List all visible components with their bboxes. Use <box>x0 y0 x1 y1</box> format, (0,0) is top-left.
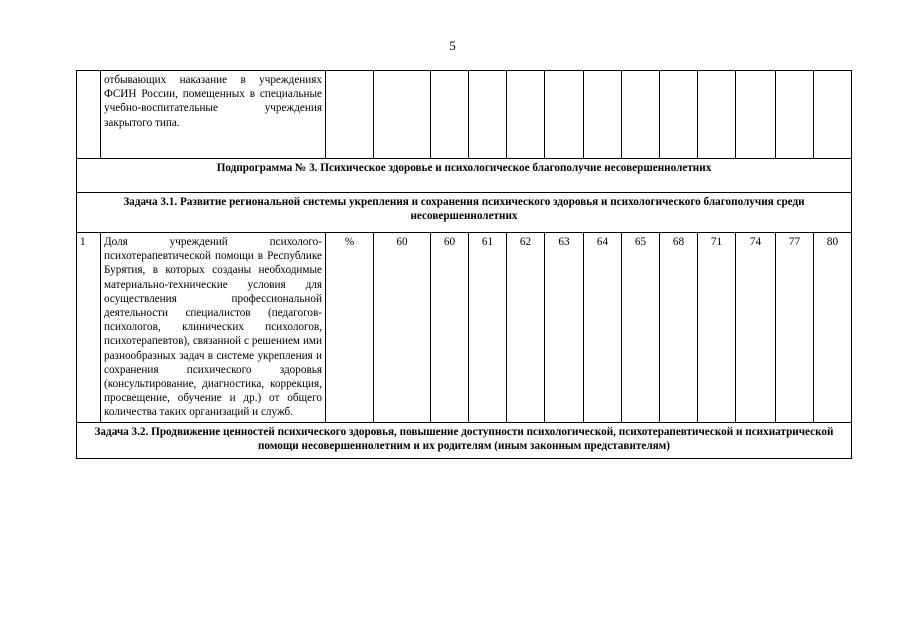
value-cell: 80 <box>814 233 852 423</box>
unit-cell: % <box>326 233 374 423</box>
indicator-description: Доля учреждений психолого-психотерапевтической помощи в Республике Бурятия, в которых созданы необходимые материально-технические условия для осуществления профессиональной деятельности специалистов (педагогов-психологов, клинических психологов, психотерапевтов), связанной с решением ими разнообразных задач в системе укрепления и сохранения психического здоровья (консультирование, диагностика, коррекция, просвещение, обучение и др.) от общего количества таких организаций и служб. <box>101 233 326 423</box>
value-cell <box>736 71 776 159</box>
value-cell: 77 <box>776 233 814 423</box>
value-cell: 71 <box>698 233 736 423</box>
value-cell: 74 <box>736 233 776 423</box>
row-number-cell <box>77 71 101 159</box>
table-row-continued <box>77 71 852 159</box>
value-cell <box>814 71 852 159</box>
task-row <box>77 193 852 233</box>
value-cell <box>374 71 431 159</box>
value-cell: 62 <box>507 233 545 423</box>
task-3-2-title: Задача 3.2. Продвижение ценностей психического здоровья, повышение доступности психологической, психотерапевтической и психиатрической помощи несовершеннолетним и их родителям (иным законным представителям) <box>77 422 852 458</box>
value-cell: 60 <box>374 233 431 423</box>
value-cell: 64 <box>584 233 622 423</box>
value-cell <box>469 71 507 159</box>
value-cell <box>622 71 660 159</box>
value-cell <box>660 71 698 159</box>
task-row <box>77 422 852 458</box>
value-cell <box>584 71 622 159</box>
table-row <box>77 233 852 423</box>
task-3-1-title: Задача 3.1. Развитие региональной системы укрепления и сохранения психического здоровья и психологического благополучия среди несовершеннолетних <box>77 193 852 233</box>
value-cell: 60 <box>431 233 469 423</box>
value-cell <box>545 71 584 159</box>
page-number: 5 <box>449 38 456 53</box>
indicators-table <box>76 70 852 459</box>
row-number-cell: 1 <box>77 233 101 423</box>
indicator-description: отбывающих наказание в учреждениях ФСИН России, помещенных в специальные учебно-воспитательные учреждения закрытого типа. <box>101 71 326 159</box>
value-cell <box>431 71 469 159</box>
value-cell <box>698 71 736 159</box>
subprogram-row <box>77 159 852 193</box>
value-cell: 68 <box>660 233 698 423</box>
value-cell <box>776 71 814 159</box>
subprogram-title: Подпрограмма № 3. Психическое здоровье и психологическое благополучие несовершеннолетних <box>77 159 852 193</box>
value-cell <box>507 71 545 159</box>
unit-cell <box>326 71 374 159</box>
value-cell: 63 <box>545 233 584 423</box>
value-cell: 65 <box>622 233 660 423</box>
value-cell: 61 <box>469 233 507 423</box>
